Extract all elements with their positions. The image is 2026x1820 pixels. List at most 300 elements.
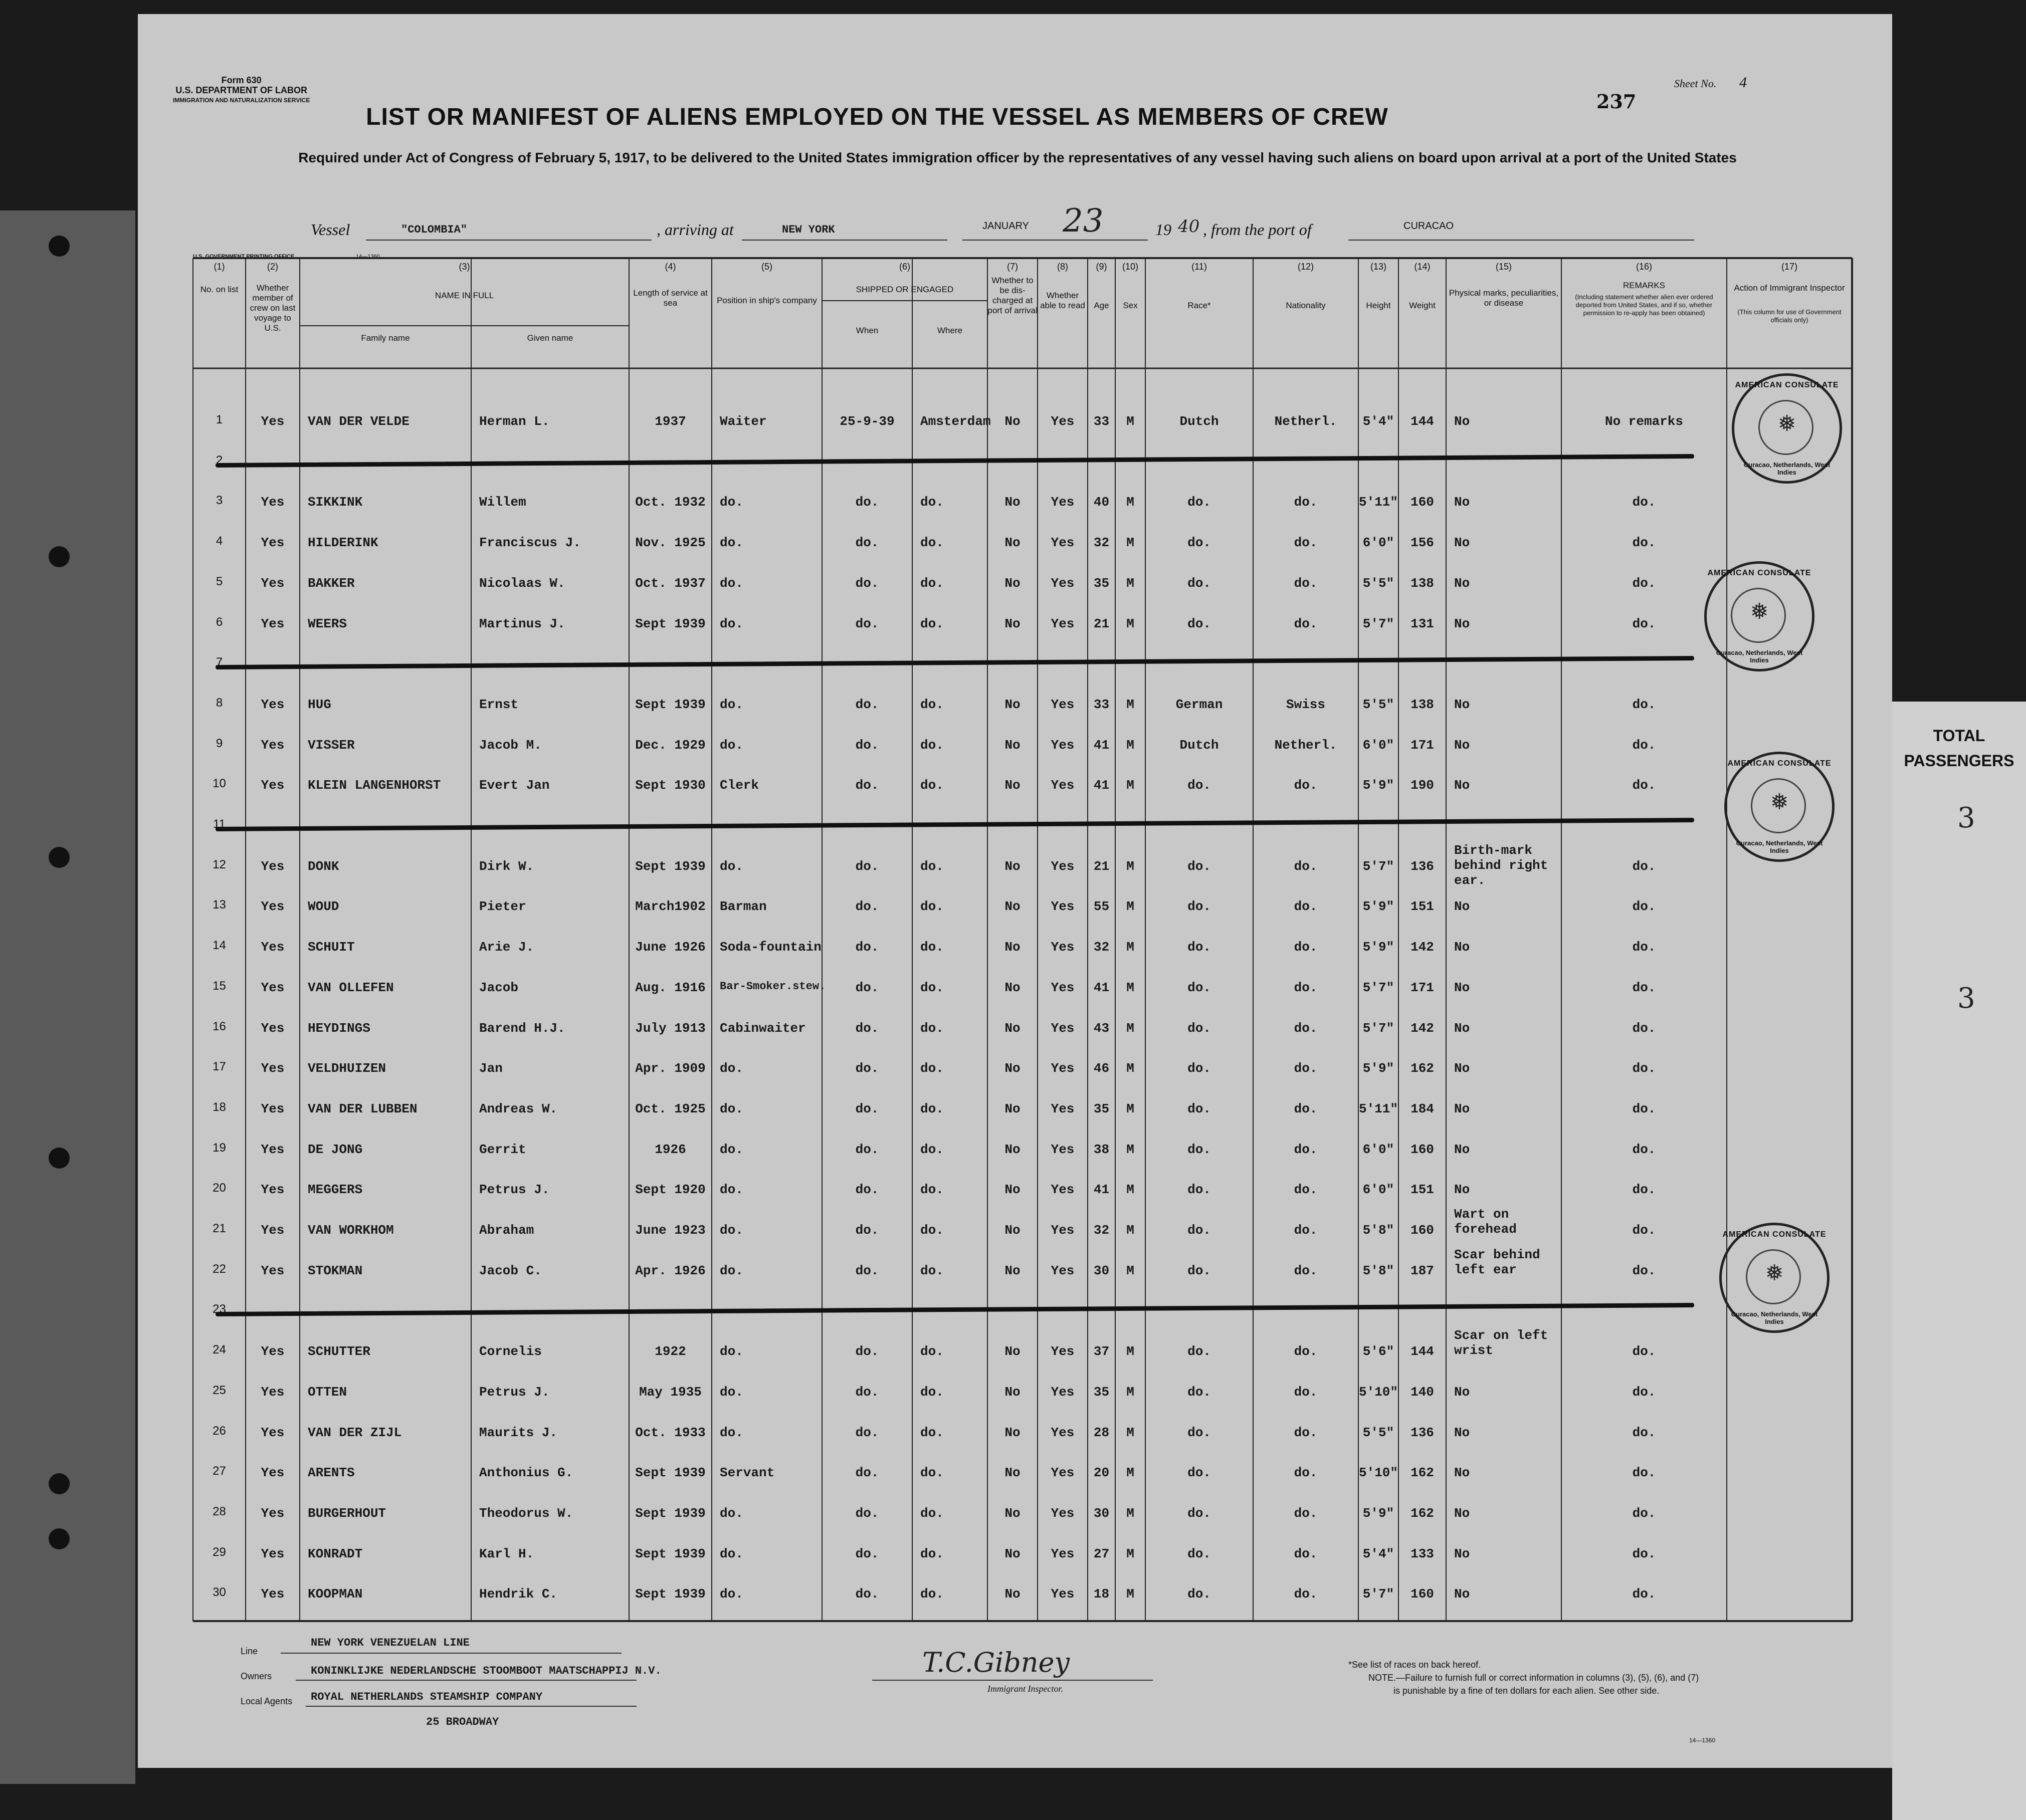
cell-race: do. <box>1187 1465 1211 1481</box>
cell-member: Yes <box>261 858 285 874</box>
cell-where: do. <box>920 940 944 955</box>
cell-member: Yes <box>261 414 285 429</box>
cell-position: do. <box>720 1425 743 1440</box>
cell-where: do. <box>920 899 944 915</box>
cell-position: do. <box>720 616 743 631</box>
cell-position: do. <box>720 1546 743 1561</box>
cell-remarks: do. <box>1632 1384 1656 1400</box>
cell-nat: do. <box>1294 535 1318 551</box>
cell-weight: 171 <box>1410 980 1434 995</box>
cell-position: do. <box>720 575 743 591</box>
cell-age: 41 <box>1093 980 1110 995</box>
column-header-member: Whether member of crew on last voyage to U.S. <box>250 283 296 333</box>
row-number: 6 <box>216 615 223 629</box>
stamp-bottom-text: Curacao, Netherlands, West Indies <box>1716 649 1803 664</box>
column-header-action: Action of Immigrant Inspector <box>1734 283 1845 293</box>
row-number: 8 <box>216 696 223 710</box>
column-header-age: Age <box>1094 301 1109 310</box>
cell-read: Yes <box>1051 575 1075 591</box>
cell-phys: No <box>1454 980 1470 995</box>
cell-member: Yes <box>261 1384 285 1400</box>
line-label: Line <box>241 1646 258 1656</box>
cell-given: Jan <box>479 1061 503 1076</box>
cell-family: SIKKINK <box>308 495 363 510</box>
cell-where: do. <box>920 1020 944 1036</box>
cell-height: 5'6" <box>1362 1344 1394 1359</box>
cell-age: 35 <box>1093 1384 1110 1400</box>
stamp-bottom-text: Curacao, Netherlands, West Indies <box>1743 461 1831 476</box>
column-number: (14) <box>1414 262 1431 272</box>
cell-when: do. <box>855 575 879 591</box>
cell-position: do. <box>720 1182 743 1198</box>
cell-height: 5'10" <box>1358 1384 1398 1400</box>
column-number: (5) <box>761 262 772 272</box>
cell-where: do. <box>920 1425 944 1440</box>
cell-nat: do. <box>1294 858 1318 874</box>
cell-age: 35 <box>1093 575 1110 591</box>
cell-given: Cornelis <box>479 1344 542 1359</box>
cell-phys: No <box>1454 1182 1470 1198</box>
cell-disch: No <box>1004 1546 1021 1561</box>
cell-family: SCHUIT <box>308 940 355 955</box>
cell-member: Yes <box>261 980 285 995</box>
cell-when: do. <box>855 616 879 631</box>
cell-length: Sept 1920 <box>635 1182 706 1198</box>
cell-given: Dirk W. <box>479 858 534 874</box>
cell-given: Arie J. <box>479 940 534 955</box>
cell-weight: 136 <box>1410 858 1434 874</box>
cell-family: SCHUTTER <box>308 1344 370 1359</box>
cell-disch: No <box>1004 858 1021 874</box>
row-number: 16 <box>213 1019 226 1033</box>
cell-where: do. <box>920 1505 944 1521</box>
stamp-bottom-text: Curacao, Netherlands, West Indies <box>1731 1310 1818 1325</box>
cell-height: 6'0" <box>1362 737 1394 753</box>
cell-weight: 162 <box>1410 1061 1434 1076</box>
cell-given: Karl H. <box>479 1546 534 1561</box>
passengers-label: PASSENGERS <box>1904 752 2014 770</box>
cell-nat: do. <box>1294 1061 1318 1076</box>
printer-note: U.S. GOVERNMENT PRINTING OFFICE <box>193 254 295 260</box>
column-number: (3) <box>459 262 470 272</box>
fine-note-cont: is punishable by a fine of ten dollars for each alien. See other side. <box>1393 1686 1660 1696</box>
cell-when: do. <box>855 1101 879 1116</box>
cell-weight: 160 <box>1410 1586 1434 1602</box>
cell-family: VAN WORKHOM <box>308 1223 394 1238</box>
cell-where: do. <box>920 1384 944 1400</box>
cell-weight: 187 <box>1410 1263 1434 1278</box>
cell-family: VELDHUIZEN <box>308 1061 386 1076</box>
cell-disch: No <box>1004 940 1021 955</box>
cell-when: do. <box>855 1263 879 1278</box>
cell-phys: No <box>1454 1142 1470 1157</box>
cell-nat: do. <box>1294 1505 1318 1521</box>
cell-when: do. <box>855 1344 879 1359</box>
cell-age: 38 <box>1093 1142 1110 1157</box>
cell-sex: M <box>1126 1505 1134 1521</box>
cell-disch: No <box>1004 1263 1021 1278</box>
row-number: 3 <box>216 494 223 508</box>
row-number: 15 <box>213 979 226 993</box>
cell-read: Yes <box>1051 1425 1075 1440</box>
cell-phys: Wart on forehead <box>1454 1207 1517 1237</box>
cell-position: do. <box>720 697 743 712</box>
cell-position: Clerk <box>720 778 759 793</box>
cell-age: 41 <box>1093 737 1110 753</box>
cell-read: Yes <box>1051 1061 1075 1076</box>
arrival-port: NEW YORK <box>782 223 835 236</box>
cell-given: Nicolaas W. <box>479 575 565 591</box>
manifest-stamp-number: 237 <box>1596 90 1637 113</box>
cell-family: WOUD <box>308 899 339 915</box>
vessel-label: Vessel <box>311 220 350 239</box>
cell-remarks: do. <box>1632 858 1656 874</box>
cell-disch: No <box>1004 414 1021 429</box>
cell-weight: 136 <box>1410 1425 1434 1440</box>
cell-nat: do. <box>1294 1586 1318 1602</box>
cell-when: do. <box>855 899 879 915</box>
cell-length: 1922 <box>655 1344 686 1359</box>
stamp-top-text: AMERICAN CONSULATE <box>1735 381 1839 389</box>
cell-family: KONRADT <box>308 1546 363 1561</box>
column-number: (9) <box>1096 262 1107 272</box>
cell-sex: M <box>1126 1182 1134 1198</box>
cell-where: do. <box>920 616 944 631</box>
cell-height: 5'7" <box>1362 980 1394 995</box>
cell-given: Gerrit <box>479 1142 526 1157</box>
cell-read: Yes <box>1051 1344 1075 1359</box>
agents-underline <box>306 1706 637 1707</box>
cell-phys: Scar on left wrist <box>1454 1328 1548 1358</box>
row-number: 14 <box>213 939 226 953</box>
cell-race: do. <box>1187 940 1211 955</box>
cell-height: 5'9" <box>1362 899 1394 915</box>
cell-disch: No <box>1004 1182 1021 1198</box>
row-number: 19 <box>213 1141 226 1155</box>
cell-phys: No <box>1454 940 1470 955</box>
cell-phys: No <box>1454 1465 1470 1481</box>
cell-sex: M <box>1126 858 1134 874</box>
cell-read: Yes <box>1051 616 1075 631</box>
cell-weight: 151 <box>1410 899 1434 915</box>
cell-where: do. <box>920 1586 944 1602</box>
signature-underline <box>872 1680 1153 1681</box>
cell-race: do. <box>1187 899 1211 915</box>
sheet-number: 4 <box>1739 74 1747 91</box>
cell-disch: No <box>1004 1020 1021 1036</box>
cell-phys: No <box>1454 1061 1470 1076</box>
owners-label: Owners <box>241 1671 272 1681</box>
arrival-month: JANUARY <box>982 220 1029 232</box>
arrival-year: 40 <box>1178 216 1200 237</box>
cell-position: do. <box>720 1384 743 1400</box>
column-number: (12) <box>1297 262 1314 272</box>
cell-nat: do. <box>1294 1465 1318 1481</box>
cell-length: 1937 <box>655 414 686 429</box>
cell-race: Dutch <box>1179 414 1219 429</box>
cell-length: Aug. 1916 <box>635 980 706 995</box>
cell-age: 41 <box>1093 1182 1110 1198</box>
cell-when: do. <box>855 858 879 874</box>
cell-nat: do. <box>1294 1182 1318 1198</box>
cell-age: 55 <box>1093 899 1110 915</box>
cell-given: Abraham <box>479 1223 534 1238</box>
cell-sex: M <box>1126 616 1134 631</box>
cell-phys: No <box>1454 575 1470 591</box>
cell-weight: 190 <box>1410 778 1434 793</box>
cell-disch: No <box>1004 1505 1021 1521</box>
column-header-given: Given name <box>527 333 573 343</box>
cell-given: Martinus J. <box>479 616 565 631</box>
service-name: IMMIGRATION AND NATURALIZATION SERVICE <box>173 97 310 104</box>
cell-sex: M <box>1126 575 1134 591</box>
cell-phys: No <box>1454 1020 1470 1036</box>
cell-family: KOOPMAN <box>308 1586 363 1602</box>
cell-member: Yes <box>261 1020 285 1036</box>
cell-race: do. <box>1187 858 1211 874</box>
cell-sex: M <box>1126 1142 1134 1157</box>
row-number: 2 <box>216 453 223 467</box>
row-number: 20 <box>213 1181 226 1195</box>
cell-family: VAN DER ZIJL <box>308 1425 402 1440</box>
cell-length: Sept 1939 <box>635 1546 706 1561</box>
cell-length: Sept 1939 <box>635 697 706 712</box>
cell-height: 5'5" <box>1362 575 1394 591</box>
cell-phys: No <box>1454 535 1470 551</box>
stamp-bottom-text: Curacao, Netherlands, West Indies <box>1736 839 1823 854</box>
cell-sex: M <box>1126 737 1134 753</box>
cell-position: do. <box>720 1061 743 1076</box>
cell-position: do. <box>720 495 743 510</box>
cell-remarks: do. <box>1632 899 1656 915</box>
cell-age: 32 <box>1093 1223 1110 1238</box>
cell-sex: M <box>1126 1263 1134 1278</box>
cell-remarks: do. <box>1632 1101 1656 1116</box>
cell-length: Sept 1930 <box>635 778 706 793</box>
cell-weight: 138 <box>1410 575 1434 591</box>
cell-nat: do. <box>1294 940 1318 955</box>
cell-position: do. <box>720 1223 743 1238</box>
row-number: 1 <box>216 413 223 426</box>
cell-length: Sept 1939 <box>635 1586 706 1602</box>
row-number: 26 <box>213 1424 226 1438</box>
cell-weight: 142 <box>1410 1020 1434 1036</box>
cell-phys: No <box>1454 778 1470 793</box>
cell-weight: 151 <box>1410 1182 1434 1198</box>
column-header-race: Race* <box>1187 301 1211 310</box>
cell-phys: No <box>1454 1546 1470 1561</box>
cell-age: 27 <box>1093 1546 1110 1561</box>
cell-height: 5'4" <box>1362 414 1394 429</box>
form-number: Form 630 <box>221 75 262 85</box>
cell-member: Yes <box>261 616 285 631</box>
cell-sex: M <box>1126 980 1134 995</box>
cell-where: Amsterdam <box>920 414 991 429</box>
cell-read: Yes <box>1051 1505 1075 1521</box>
row-number: 24 <box>213 1343 226 1357</box>
cell-when: 25-9-39 <box>840 414 895 429</box>
row-number: 10 <box>213 777 226 791</box>
cell-position: do. <box>720 1344 743 1359</box>
cell-when: do. <box>855 1142 879 1157</box>
column-header-shipped: SHIPPED OR ENGAGED <box>856 285 954 294</box>
page-subtitle: Required under Act of Congress of February 5, 1917, to be delivered to the United States immigration officer by the representatives of any vessel having such aliens on board upon arrival at a port of the United States <box>298 150 1737 165</box>
cell-phys: No <box>1454 1384 1470 1400</box>
cell-weight: 171 <box>1410 737 1434 753</box>
cell-where: do. <box>920 1546 944 1561</box>
column-header-action-note: (This column for use of Government officials only) <box>1737 308 1842 324</box>
cell-race: do. <box>1187 575 1211 591</box>
cell-where: do. <box>920 1223 944 1238</box>
row-number: 17 <box>213 1060 226 1074</box>
consulate-stamp <box>1719 1223 1830 1333</box>
cell-member: Yes <box>261 1142 285 1157</box>
cell-when: do. <box>855 535 879 551</box>
cell-given: Petrus J. <box>479 1384 550 1400</box>
cell-height: 5'5" <box>1362 1425 1394 1440</box>
form-code: 14—1360 <box>1689 1737 1716 1744</box>
cell-member: Yes <box>261 737 285 753</box>
cell-given: Franciscus J. <box>479 535 581 551</box>
column-header-where: Where <box>937 326 963 335</box>
cell-member: Yes <box>261 1263 285 1278</box>
cell-length: Oct. 1932 <box>635 495 706 510</box>
cell-weight: 162 <box>1410 1505 1434 1521</box>
cell-phys: No <box>1454 414 1470 429</box>
cell-height: 5'11" <box>1358 1101 1398 1116</box>
cell-disch: No <box>1004 495 1021 510</box>
cell-position: Waiter <box>720 414 767 429</box>
cell-member: Yes <box>261 1586 285 1602</box>
cell-read: Yes <box>1051 1101 1075 1116</box>
cell-when: do. <box>855 1384 879 1400</box>
cell-family: DONK <box>308 858 339 874</box>
cell-nat: Netherl. <box>1274 737 1337 753</box>
cell-nat: do. <box>1294 1101 1318 1116</box>
cell-height: 5'7" <box>1362 616 1394 631</box>
year-prefix: 19 <box>1155 220 1171 239</box>
stamp-top-text: AMERICAN CONSULATE <box>1722 1230 1827 1239</box>
cell-member: Yes <box>261 899 285 915</box>
column-header-position: Position in ship's company <box>717 296 817 305</box>
column-header-no: No. on list <box>200 285 239 294</box>
eagle-seal-icon: ❅ <box>1777 411 1796 436</box>
column-header-family: Family name <box>361 333 410 343</box>
cell-nat: do. <box>1294 1142 1318 1157</box>
cell-phys: No <box>1454 1101 1470 1116</box>
cell-family: MEGGERS <box>308 1182 363 1198</box>
cell-disch: No <box>1004 980 1021 995</box>
cell-read: Yes <box>1051 1182 1075 1198</box>
row-number: 5 <box>216 574 223 588</box>
cell-where: do. <box>920 1182 944 1198</box>
owners-value: KONINKLIJKE NEDERLANDSCHE STOOMBOOT MAATSCHAPPIJ N.V. <box>311 1665 662 1677</box>
cell-remarks: do. <box>1632 1142 1656 1157</box>
inspector-label: Immigrant Inspector. <box>987 1684 1063 1694</box>
cell-phys: No <box>1454 697 1470 712</box>
cell-weight: 142 <box>1410 940 1434 955</box>
cell-family: KLEIN LANGENHORST <box>308 778 441 793</box>
cell-remarks: do. <box>1632 1061 1656 1076</box>
cell-remarks: do. <box>1632 1223 1656 1238</box>
cell-remarks: do. <box>1632 1465 1656 1481</box>
column-header-length: Length of service at sea <box>633 288 708 308</box>
cell-race: do. <box>1187 1142 1211 1157</box>
cell-read: Yes <box>1051 414 1075 429</box>
cell-family: BURGERHOUT <box>308 1505 386 1521</box>
cell-race: do. <box>1187 1182 1211 1198</box>
cell-where: do. <box>920 737 944 753</box>
cell-read: Yes <box>1051 697 1075 712</box>
fine-note: NOTE.—Failure to furnish full or correct information in columns (3), (5), (6), and (7) <box>1368 1673 1699 1683</box>
agents-label: Local Agents <box>241 1696 293 1706</box>
cell-disch: No <box>1004 1344 1021 1359</box>
cell-age: 21 <box>1093 858 1110 874</box>
cell-remarks: do. <box>1632 1425 1656 1440</box>
cell-disch: No <box>1004 535 1021 551</box>
row-number: 12 <box>213 857 226 871</box>
cell-height: 5'7" <box>1362 1586 1394 1602</box>
cell-age: 20 <box>1093 1465 1110 1481</box>
cell-weight: 144 <box>1410 414 1434 429</box>
column-header-name: NAME IN FULL <box>435 291 494 300</box>
cell-when: do. <box>855 1505 879 1521</box>
cell-phys: No <box>1454 1586 1470 1602</box>
row-number: 11 <box>213 817 226 831</box>
cell-sex: M <box>1126 778 1134 793</box>
cell-given: Andreas W. <box>479 1101 558 1116</box>
cell-height: 5'11" <box>1358 495 1398 510</box>
cell-phys: No <box>1454 899 1470 915</box>
cell-sex: M <box>1126 1425 1134 1440</box>
departure-port: CURACAO <box>1403 220 1454 232</box>
cell-nat: do. <box>1294 980 1318 995</box>
cell-race: do. <box>1187 1505 1211 1521</box>
cell-age: 40 <box>1093 495 1110 510</box>
cell-when: do. <box>855 1223 879 1238</box>
cell-position: do. <box>720 1263 743 1278</box>
cell-position: do. <box>720 1101 743 1116</box>
cell-length: March1902 <box>635 899 706 915</box>
cell-member: Yes <box>261 778 285 793</box>
cell-length: Oct. 1925 <box>635 1101 706 1116</box>
cell-member: Yes <box>261 535 285 551</box>
column-number: (16) <box>1636 262 1652 272</box>
cell-race: do. <box>1187 980 1211 995</box>
cell-where: do. <box>920 778 944 793</box>
column-header-read: Whether able to read <box>1040 291 1085 310</box>
cell-race: do. <box>1187 1586 1211 1602</box>
cell-disch: No <box>1004 1101 1021 1116</box>
cell-phys: Birth-mark behind right ear. <box>1454 842 1548 888</box>
cell-age: 32 <box>1093 940 1110 955</box>
cell-read: Yes <box>1051 737 1075 753</box>
cell-length: June 1926 <box>635 940 706 955</box>
cell-when: do. <box>855 1465 879 1481</box>
column-number: (11) <box>1191 262 1207 272</box>
cell-when: do. <box>855 778 879 793</box>
cell-disch: No <box>1004 616 1021 631</box>
column-header-discharged: Whether to be dis-charged at port of arrival <box>987 276 1038 315</box>
cell-family: BAKKER <box>308 575 355 591</box>
cell-remarks: do. <box>1632 737 1656 753</box>
cell-when: do. <box>855 1425 879 1440</box>
cell-family: VISSER <box>308 737 355 753</box>
cell-remarks: do. <box>1632 575 1656 591</box>
cell-where: do. <box>920 1101 944 1116</box>
cell-sex: M <box>1126 495 1134 510</box>
cell-where: do. <box>920 1142 944 1157</box>
